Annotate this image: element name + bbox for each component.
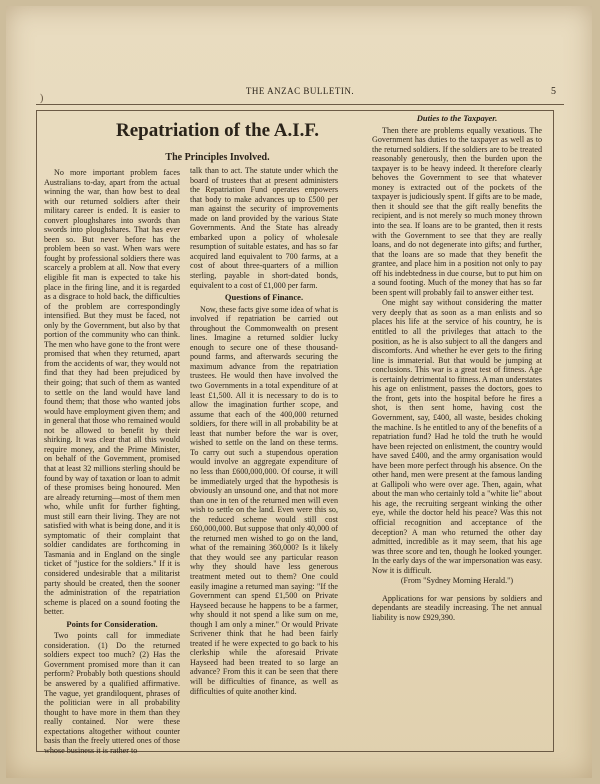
paragraph: Applications for war pensions by soldiers and dependants are steadily increasing. The net annual liability is now £929,390. — [372, 593, 542, 622]
running-header: THE ANZAC BULLETIN. — [245, 86, 355, 96]
paragraph: One might say without considering the matter very deeply that as soon as a man enlists and so places his life at the service of his country, he is entitled to all the privileges that attach to the position, as he is also subject to all the dangers and discomforts. And whether he ever gets to the firing line is immaterial. But that would be jumping at conclusions. This war is a great test of fitness. Age is certainly detrimental to fitness. A man understates his age on enlistment, passes the doctors, goes to the front, gets into the hospital before he fires a shot, is then sent home, having cost the Government, say, £400, all waste, besides choking the machine. Is he entitled to any of the benefits of a repatriation fund? Had he told the truth he would have been rejected on enlistment, the country would have saved £400, and the army organisation would have been more perfect through his absence. On the other hand, men were present at the famous landing at Gallipoli who were over age. Then, again, what about the man who certainly told a "white lie" about his age, the recruiting sergeant winking the other eye, while the doctor held his peace? Was this not official recognition and acceptance of the deception? A man who returned the other day admitted, incredible as it may seem, that his age was three score and ten, though he looked younger. In the early days of the war impersonation was easy. Now it is difficult. — [372, 298, 542, 575]
source-credit: (From "Sydney Morning Herald.") — [400, 576, 514, 586]
column-3 — [372, 114, 542, 746]
paragraph: talk than to act. The statute under which the board of trustees that at present administers the Repatriation Fund operates empowers that body to make advances up to £500 per man against the security of improvements made on land provided by the various State Governments. And the State has already embarked upon a policy of wholesale resumption of suitable estates, and has so far acquired land equivalent to 700 farms, at a cost of about three-quarters of a million sterling, payable in short-dated bonds, equivalent to a cost of £1,000 per farm. — [190, 166, 338, 290]
section-heading: Questions of Finance. — [224, 292, 304, 303]
article-title: Repatriation of the A.I.F. — [115, 120, 320, 141]
paragraph: No more important problem faces Australians to-day, apart from the actual winning the war, than how best to deal with our returned soldiers after their military career is ended. It is easier to convert ploughshares into swords than swords into ploughshares. That has ever been so. But never before has the problem been so vast. When wars were fought by professional soldiers there was scarcely a problem at all. Now that every eligible fit man is expected to take his place in the firing line, and it is regarded as a disgrace to hold back, the difficulties of the problem are correspondingly intensified. But they must be faced, not only by the Government, but also by that portion of the community who can think. The men who have gone to the front were promised that when they returned, apart from the accidents of war, they would not find that they had been prejudiced by their going; that such of them as wanted to settle on the land would have land found them; that those who wanted jobs would have employment given them; and in general that those who remained would not be allowed to benefit by their shirking. It was clear that all this would require money, and the Prime Minister, on behalf of the Government, promised that at least 32 millions sterling should be found by way of taxation or loan to admit of these promises being honoured. Men are already returning—most of them men who, while unfit for further fighting, must still earn their living. They are not satisfied with what is being done, and it is symptomatic of their complaint that soldier candidates are forthcoming in Tasmania and in England on the single ticket of "justice for the soldiers." If it is considered undesirable that a militarist party should be created, then the sooner the administration of the repatriation scheme is placed on a sound footing the better. — [44, 168, 181, 617]
paragraph: Now, these facts give some idea of what is involved if repatriation be carried out throughout the Commonwealth on present lines. Imagine a returned soldier lucky enough to secure one of these thousand-pound farms, and afterwards securing the maximum advance from the repatriation trustees. He would then have involved the two Governments in a total expenditure of at least £1,500. All it is necessary to do is to allow the imagination further scope, and assume that each of the 400,000 returned soldiers, for there will in all probability be at least that number before the war is over, wished to settle on the land on these terms. To carry out such a stupendous operation would involve an aggregate expenditure of no less than £600,000,000. Of course, it will be immediately urged that the hypothesis is obviously an unsound one, and that not more than one in ten of the returned men will even wish to settle on the land. Even were this so, the reduced scheme would still cost £60,000,000. But suppose that only 40,000 of the returned men wished to go on the land, what of the remaining 360,000? Is it likely that they would see any particular reason why they should have less generous treatment meted out to them? One could easily imagine a returned man saying: "If the Government can spend £1,500 on Private Hayseed because he happens to be a farmer, why should it not spend a like sum on me, though I am only a miner." Or would Private Scrivener think that he had been fairly treated if he were expected to go back to his clerkship while the aforesaid Private Hayseed had been treated to so large an advance? From this it can be seen that there will be difficulties of finance, as well as difficulties of quite another kind. — [190, 304, 338, 696]
header-rule — [36, 104, 564, 105]
paragraph: Two points call for immediate consideration. (1) Do the returned soldiers expect too much? (2) Has the Government promised more than it can perform? Probably both questions should be answered by a qualified affirmative. The vague, yet grandiloquent, phrases of the politician were in all probability thought to have more in them than they really contained. Nor were these expectations altogether without counter basis than the freely uttered ones of those whose business it is rather to — [44, 631, 180, 755]
column-2 — [190, 166, 338, 742]
section-heading: Duties to the Taxpayer. — [416, 113, 498, 123]
paragraph: Then there are problems equally vexatious. The Government has duties to the taxpayer as well as to the returned soldiers. If the soldiers are to be treated reasonably generously, then the burden upon the taxpayer is to be heavy indeed. It therefore clearly behoves the Government to see that whatever money is extracted out of the pockets of the taxpayer is judiciously spent. If gifts are to be made, then it should see that the gift really benefits the recipient, and is not merely so much money thrown into the sea. If loans are to be granted, then it rests with the Government to see that they are really loans, and do not degenerate into gifts; and further, that the loans are so made that they benefit the grantee, and place him in a position not only to pay off his indebtedness in due course, but to put him on a sound footing. Much of the money that has so far been spent will probably fail to answer either test. — [372, 125, 542, 297]
page-number: 5 — [551, 86, 556, 97]
margin-bracket: ) — [40, 93, 44, 104]
article-subtitle: The Principles Involved. — [165, 152, 270, 163]
section-heading: Points for Consideration. — [66, 618, 158, 629]
column-1 — [44, 168, 181, 755]
